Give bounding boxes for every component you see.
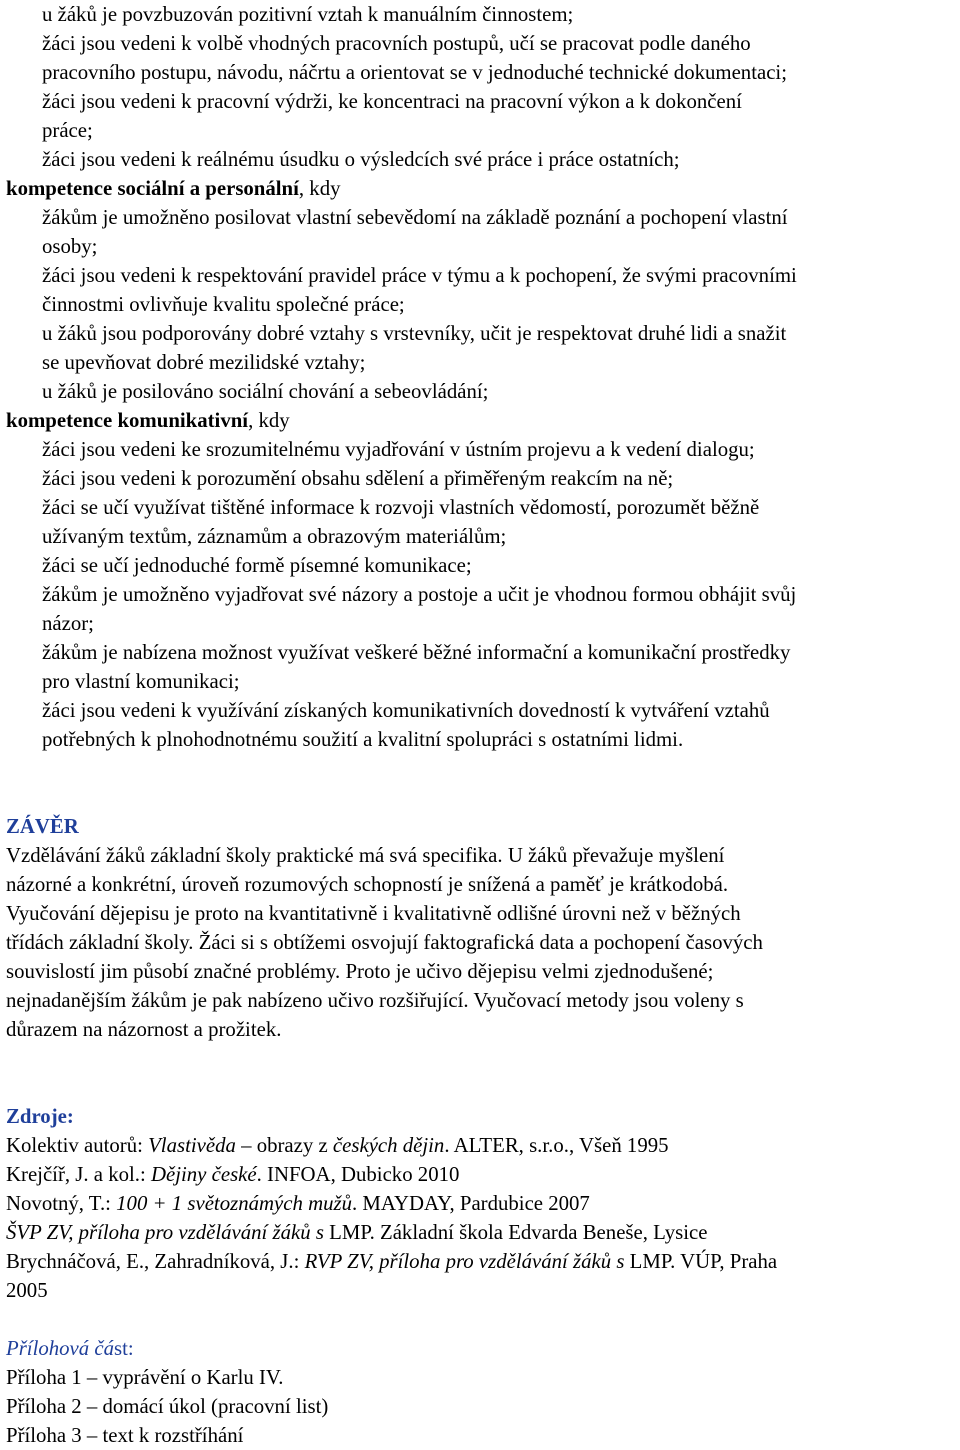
list-item: žáci se učí využívat tištěné informace k rozvoji vlastních vědomostí, porozumět běžně xyxy=(42,496,760,519)
list-item: osoby; xyxy=(42,235,98,258)
appendix-item: Příloha 1 – vyprávění o Karlu IV. xyxy=(6,1366,284,1389)
source-entry xyxy=(6,1189,590,1218)
paragraph-line: souvislostí jim působí značné problémy. Proto je učivo dějepisu velmi zjednodušené; xyxy=(6,960,714,983)
sources-heading: Zdroje: xyxy=(6,1105,74,1128)
source-text-run: . MAYDAY, Pardubice 2007 xyxy=(352,1192,590,1215)
appendix-item: Příloha 2 – domácí úkol (pracovní list) xyxy=(6,1395,329,1418)
source-text-run: 100 + 1 světoznámých mužů xyxy=(116,1192,352,1215)
list-item: práce; xyxy=(42,119,93,142)
list-item: se upevňovat dobré mezilidské vztahy; xyxy=(42,351,366,374)
appendix-item: Příloha 3 – text k rozstříhání xyxy=(6,1424,244,1447)
heading-text: kompetence komunikativní xyxy=(6,409,249,432)
source-text-run: Dějiny české xyxy=(150,1163,257,1186)
source-text-run: . INFOA, Dubicko 2010 xyxy=(256,1163,460,1186)
appendix-heading xyxy=(6,1334,134,1363)
list-item: žákům je umožněno vyjadřovat své názory a postoje a učit je vhodnou formou obhájit svůj xyxy=(42,583,797,606)
communicative-competence-heading xyxy=(6,406,290,435)
heading-suffix: , kdy xyxy=(248,409,290,432)
source-text-run: . ALTER, s.r.o., Všeň 1995 xyxy=(444,1134,669,1157)
list-item: žáci jsou vedeni k pracovní výdrži, ke koncentraci na pracovní výkon a k dokončení xyxy=(42,90,742,113)
list-item: žáci jsou vedeni k respektování pravidel práce v týmu a k pochopení, že svými pracovními xyxy=(42,264,797,287)
source-text-run: – obrazy z xyxy=(235,1134,333,1157)
source-entry xyxy=(6,1160,459,1189)
conclusion-heading: ZÁVĚR xyxy=(6,815,79,838)
source-entry xyxy=(6,1131,669,1160)
list-item: žáci jsou vedeni ke srozumitelnému vyjadřování v ústním projevu a k vedení dialogu; xyxy=(42,438,755,461)
paragraph-line: třídách základní školy. Žáci si s obtížemi osvojují faktografická data a pochopení časových xyxy=(6,931,763,954)
paragraph-line: Vzdělávání žáků základní školy praktické má svá specifika. U žáků převažuje myšlení xyxy=(6,844,725,867)
source-text-run: ŠVP ZV, příloha pro vzdělávání žáků s xyxy=(6,1221,324,1244)
list-item: u žáků je povzbuzován pozitivní vztah k manuálním činnostem; xyxy=(42,3,574,26)
list-item: užívaným textům, záznamům a obrazovým materiálům; xyxy=(42,525,507,548)
source-text-run: Novotný, T.: xyxy=(6,1192,117,1215)
list-item: názor; xyxy=(42,612,94,635)
list-item: žáci se učí jednoduché formě písemné komunikace; xyxy=(42,554,472,577)
list-item: pracovního postupu, návodu, náčrtu a orientovat se v jednoduché technické dokumentaci; xyxy=(42,61,787,84)
source-text-run: Krejčíř, J. a kol.: xyxy=(6,1163,151,1186)
list-item: žáci jsou vedeni k porozumění obsahu sdělení a přiměřeným reakcím na ně; xyxy=(42,467,674,490)
source-text-run: Kolektiv autorů: xyxy=(6,1134,149,1157)
source-entry xyxy=(6,1218,707,1247)
heading-text: Přílohová čá xyxy=(6,1337,115,1360)
source-entry xyxy=(6,1276,48,1305)
source-text-run: RVP ZV, příloha pro vzdělávání žáků s xyxy=(304,1250,625,1273)
list-item: žákům je nabízena možnost využívat veškeré běžné informační a komunikační prostředky xyxy=(42,641,791,664)
source-text-run: LMP. Základní škola Edvarda Beneše, Lysice xyxy=(323,1221,708,1244)
source-text-run: Vlastivěda xyxy=(148,1134,236,1157)
source-text-run: českých dějin xyxy=(332,1134,445,1157)
list-item: žáci jsou vedeni k využívání získaných komunikativních dovedností k vytváření vztahů xyxy=(42,699,770,722)
list-item: u žáků jsou podporovány dobré vztahy s vrstevníky, učit je respektovat druhé lidi a snažit xyxy=(42,322,787,345)
paragraph-line: důrazem na názornost a prožitek. xyxy=(6,1018,282,1041)
heading-suffix: st: xyxy=(114,1337,134,1360)
heading-text: kompetence sociální a personální xyxy=(6,177,299,200)
paragraph-line: nejnadanějším žákům je pak nabízeno učivo rozšiřující. Vyučovací metody jsou voleny s xyxy=(6,989,744,1012)
source-text-run: LMP. VÚP, Praha xyxy=(624,1250,778,1273)
heading-suffix: , kdy xyxy=(298,177,341,200)
paragraph-line: názorné a konkrétní, úroveň rozumových schopností je snížená a paměť je krátkodobá. xyxy=(6,873,729,896)
list-item: činnostmi ovlivňuje kvalitu společné práce; xyxy=(42,293,405,316)
social-competence-heading xyxy=(6,174,341,203)
list-item: žáci jsou vedeni k volbě vhodných pracovních postupů, učí se pracovat podle daného xyxy=(42,32,751,55)
list-item: pro vlastní komunikaci; xyxy=(42,670,240,693)
list-item: potřebných k plnohodnotnému soužití a kvalitní spolupráci s ostatními lidmi. xyxy=(42,728,684,751)
source-text-run: 2005 xyxy=(6,1279,48,1302)
list-item: u žáků je posilováno sociální chování a sebeovládání; xyxy=(42,380,489,403)
source-entry xyxy=(6,1247,777,1276)
source-text-run: Brychnáčová, E., Zahradníková, J.: xyxy=(6,1250,305,1273)
list-item: žákům je umožněno posilovat vlastní sebevědomí na základě poznání a pochopení vlastní xyxy=(42,206,788,229)
list-item: žáci jsou vedeni k reálnému úsudku o výsledcích své práce i práce ostatních; xyxy=(42,148,680,171)
paragraph-line: Vyučování dějepisu je proto na kvantitativně i kvalitativně odlišné úrovni než v běžných xyxy=(6,902,741,925)
